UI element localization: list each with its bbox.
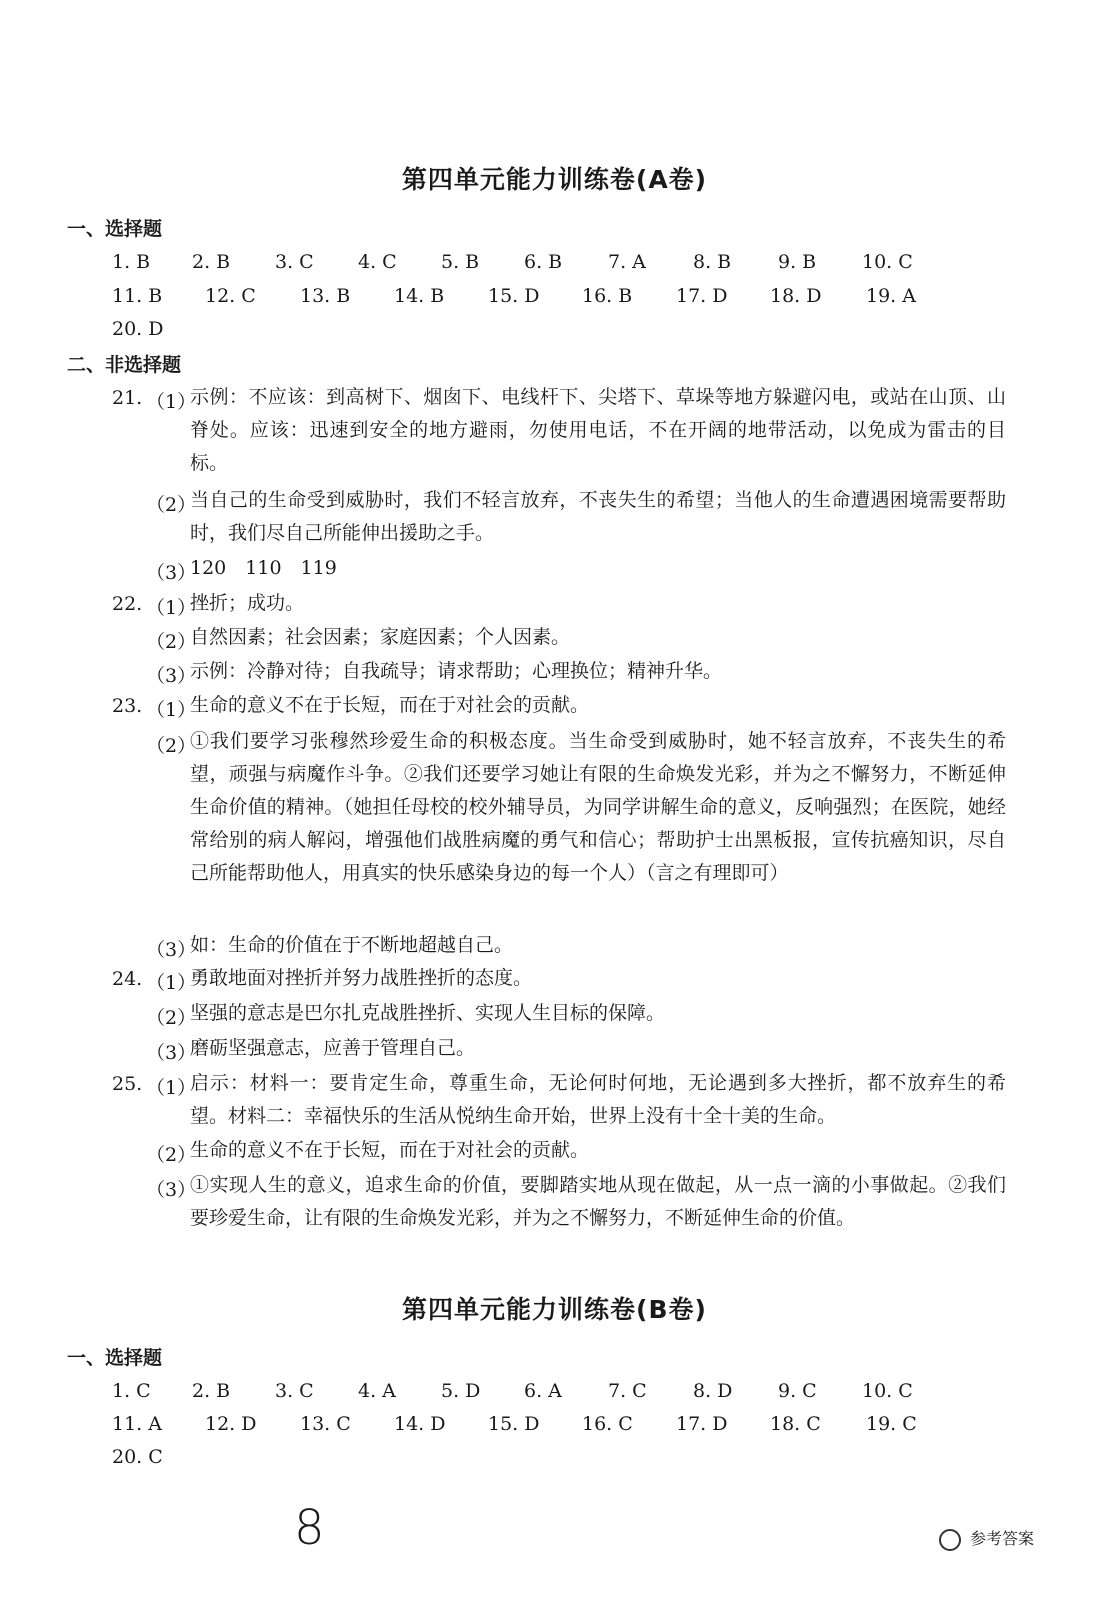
answer-item: 5. B — [441, 251, 480, 273]
section-a-title: 第四单元能力训练卷(A卷) — [401, 165, 708, 194]
answer-item: 1. B — [112, 251, 151, 273]
answer-item: 16. C — [582, 1413, 633, 1435]
answer-item: 2. B — [192, 1380, 231, 1402]
answer-item: 16. B — [582, 285, 633, 307]
answer-item: 18. D — [770, 285, 822, 307]
sub-number: （2） — [146, 631, 197, 653]
answer-item: 11. B — [112, 285, 163, 307]
footer-label: 参考答案 — [969, 1529, 1034, 1548]
answer-text: 挫折；成功。 — [190, 592, 305, 614]
answer-item: 4. C — [358, 251, 397, 273]
sub-number: （1） — [146, 1077, 197, 1099]
answer-item: 12. D — [205, 1413, 257, 1435]
sub-number: （1） — [146, 391, 197, 413]
sub-number: （1） — [146, 972, 197, 994]
sub-number: （2） — [146, 1007, 197, 1029]
answer-item: 2. B — [192, 251, 231, 273]
footer — [939, 1526, 1034, 1551]
answer-text: 勇敢地面对挫折并努力战胜挫折的态度。 — [190, 967, 533, 989]
answer-text: 启示：材料一：要肯定生命，尊重生命，无论何时何地，无论遇到多大挫折，都不放弃生的希望。材料二：幸福快乐的生活从悦纳生命开始，世界上没有十全十美的生命。 — [190, 1072, 1006, 1127]
answer-item: 10. C — [862, 1380, 913, 1402]
question-number: 21. — [112, 387, 143, 409]
sub-number: （3） — [146, 665, 197, 687]
choice-heading-b: 一、选择题 — [67, 1347, 163, 1369]
answer-item: 20. D — [112, 318, 164, 340]
answer-item: 13. C — [300, 1413, 351, 1435]
question-number: 25. — [112, 1073, 143, 1095]
answer-item: 9. C — [778, 1380, 817, 1402]
answer-text: 如：生命的价值在于不断地超越自己。 — [190, 934, 514, 956]
answer-item: 3. C — [275, 1380, 314, 1402]
choice-heading-a: 一、选择题 — [67, 218, 163, 240]
sub-number: （3） — [146, 1179, 197, 1201]
answer-item: 17. D — [676, 285, 728, 307]
answer-item: 7. A — [608, 251, 646, 273]
answer-text: 示例：不应该：到高树下、烟囱下、电线杆下、尖塔下、草垛等地方躲避闪电，或站在山顶、山脊处。应该：迅速到安全的地方避雨，勿使用电话，不在开阔的地带活动，以免成为雷击的目标。 — [190, 386, 1006, 474]
answer-text: 坚强的意志是巴尔扎克战胜挫折、实现人生目标的保障。 — [190, 1002, 666, 1024]
nonchoice-heading: 二、非选择题 — [67, 354, 182, 376]
answer-text: 示例：冷静对待；自我疏导；请求帮助；心理换位；精神升华。 — [190, 660, 723, 682]
answer-text: 磨砺坚强意志，应善于管理自己。 — [190, 1037, 476, 1059]
answer-text: 120 110 119 — [190, 557, 337, 579]
answer-item: 20. C — [112, 1446, 163, 1468]
answer-item: 18. C — [770, 1413, 821, 1435]
sub-number: （2） — [146, 1144, 197, 1166]
question-number: 24. — [112, 968, 143, 990]
sub-number: （2） — [146, 735, 197, 757]
question-number: 23. — [112, 695, 143, 717]
answer-item: 12. C — [205, 285, 256, 307]
sub-number: （1） — [146, 597, 197, 619]
question-number: 22. — [112, 593, 143, 615]
answer-text: 当自己的生命受到威胁时，我们不轻言放弃，不丧失生的希望；当他人的生命遭遇困境需要帮助时，我们尽自己所能伸出援助之手。 — [190, 489, 1006, 544]
answer-item: 19. C — [866, 1413, 917, 1435]
answer-item: 11. A — [112, 1413, 162, 1435]
section-b-title: 第四单元能力训练卷(B卷) — [402, 1295, 707, 1324]
sub-number: （2） — [146, 494, 197, 516]
answer-item: 1. C — [112, 1380, 151, 1402]
answer-text: 生命的意义不在于长短，而在于对社会的贡献。 — [190, 694, 590, 716]
answer-text: ①我们要学习张穆然珍爱生命的积极态度。当生命受到威胁时，她不轻言放弃，不丧失生的希望，顽强与病魔作斗争。②我们还要学习她让有限的生命焕发光彩，并为之不懈努力，不断延伸生命价值的精神。（她担任母校的校外辅导员，为同学讲解生命的意义，反响强烈；在医院，她经常给别的病人解闷，增强他们战胜病魔的勇气和信心；帮助护士出黑板报，宣传抗癌知识，尽自己所能帮助他人，用真实的快乐感染身边的每一个人）（言之有理即可） — [190, 730, 1006, 884]
answer-item: 19. A — [866, 285, 916, 307]
answer-item: 15. D — [488, 285, 540, 307]
sub-number: （3） — [146, 939, 197, 961]
answer-item: 4. A — [358, 1380, 396, 1402]
answer-item: 6. A — [524, 1380, 562, 1402]
answer-item: 15. D — [488, 1413, 540, 1435]
answer-item: 10. C — [862, 251, 913, 273]
answer-item: 5. D — [441, 1380, 481, 1402]
answer-badge-icon — [939, 1529, 961, 1551]
answer-text: ①实现人生的意义，追求生命的价值，要脚踏实地从现在做起，从一点一滴的小事做起。②我们要珍爱生命，让有限的生命焕发光彩，并为之不懈努力，不断延伸生命的价值。 — [190, 1174, 1006, 1229]
answer-item: 8. D — [693, 1380, 733, 1402]
answer-text: 生命的意义不在于长短，而在于对社会的贡献。 — [190, 1139, 590, 1161]
answer-item: 14. B — [394, 285, 445, 307]
answer-text: 自然因素；社会因素；家庭因素；个人因素。 — [190, 626, 571, 648]
answer-item: 6. B — [524, 251, 563, 273]
answer-item: 14. D — [394, 1413, 446, 1435]
answer-item: 8. B — [693, 251, 732, 273]
sub-number: （3） — [146, 562, 197, 584]
sub-number: （3） — [146, 1042, 197, 1064]
page-number: 8 — [294, 1500, 325, 1556]
answer-item: 3. C — [275, 251, 314, 273]
answer-item: 7. C — [608, 1380, 647, 1402]
sub-number: （1） — [146, 699, 197, 721]
answer-item: 17. D — [676, 1413, 728, 1435]
answer-item: 13. B — [300, 285, 351, 307]
answer-item: 9. B — [778, 251, 817, 273]
